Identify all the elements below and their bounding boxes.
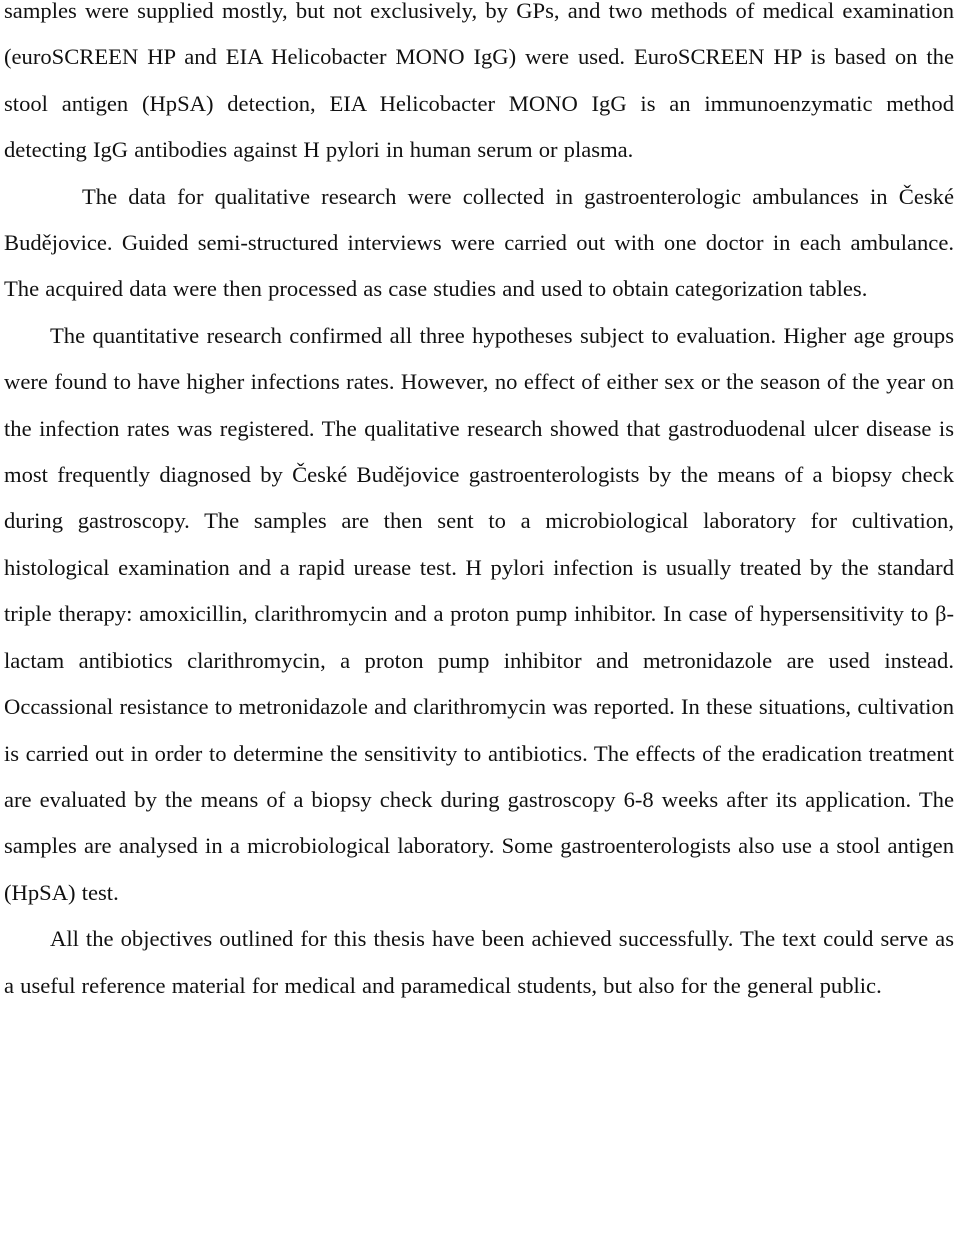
paragraph-results: The quantitative research confirmed all three hypotheses subject to evaluation. Higher age groups were found to have higher infections rates. However, no effect of either sex or the season of the year on the infection rates was registered. The qualitative research showed that gastroduodenal ulcer disease is most frequently diagnosed by České Budějovice gastroenterologists by the means of a biopsy check during gastroscopy. The samples are then sent to a microbiological laboratory for cultivation, histological examination and a rapid urease test. H pylori infection is usually treated by the standard triple therapy: amoxicillin, clarithromycin and a proton pump inhibitor. In case of hypersensitivity to β-lactam antibiotics clarithromycin, a proton pump inhibitor and metronidazole are used instead. Occassional resistance to metronidazole and clarithromycin was reported. In these situations, cultivation is carried out in order to determine the sensitivity to antibiotics. The effects of the eradication treatment are evaluated by the means of a biopsy check during gastroscopy 6-8 weeks after its application. The samples are analysed in a microbiological laboratory. Some gastroenterologists also use a stool antigen (HpSA) test. <box>4 322 954 905</box>
paragraph-methods: samples were supplied mostly, but not exclusively, by GPs, and two methods of medical examination (euroSCREEN HP and EIA Helicobacter MONO IgG) were used. EuroSCREEN HP is based on the stool antigen (HpSA) detection, EIA Helicobacter MONO IgG is an immunoenzymatic method detecting IgG antibodies against H pylori in human serum or plasma. <box>4 0 954 163</box>
paragraph-qualitative-data: The data for qualitative research were collected in gastroenterologic ambulances in České Budějovice. Guided semi-structured interviews were carried out with one doctor in each ambulance. The acquired data were then processed as case studies and used to obtain categorization tables. <box>4 183 954 302</box>
paragraph-conclusion: All the objectives outlined for this thesis have been achieved successfully. The text could serve as a useful reference material for medical and paramedical students, but also for the general public. <box>4 926 954 998</box>
